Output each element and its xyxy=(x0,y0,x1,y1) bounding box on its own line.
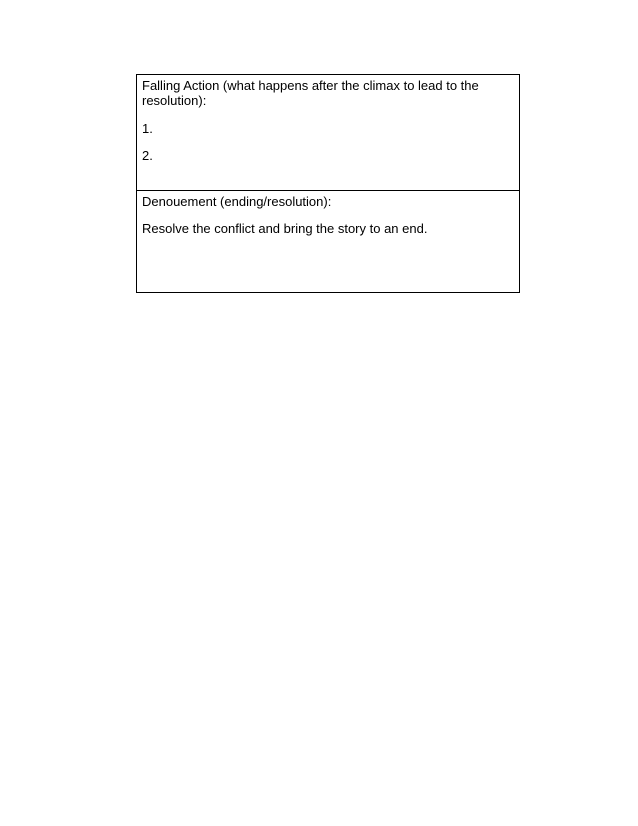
falling-action-heading: Falling Action (what happens after the climax to lead to the resolution): xyxy=(142,78,479,108)
falling-action-item-2: 2. xyxy=(142,148,153,163)
falling-action-cell xyxy=(137,75,519,191)
denouement-cell xyxy=(137,191,519,292)
denouement-instruction: Resolve the conflict and bring the story to an end. xyxy=(142,221,428,236)
plot-worksheet-table xyxy=(136,74,520,293)
falling-action-item-1: 1. xyxy=(142,121,153,136)
denouement-heading: Denouement (ending/resolution): xyxy=(142,194,332,209)
